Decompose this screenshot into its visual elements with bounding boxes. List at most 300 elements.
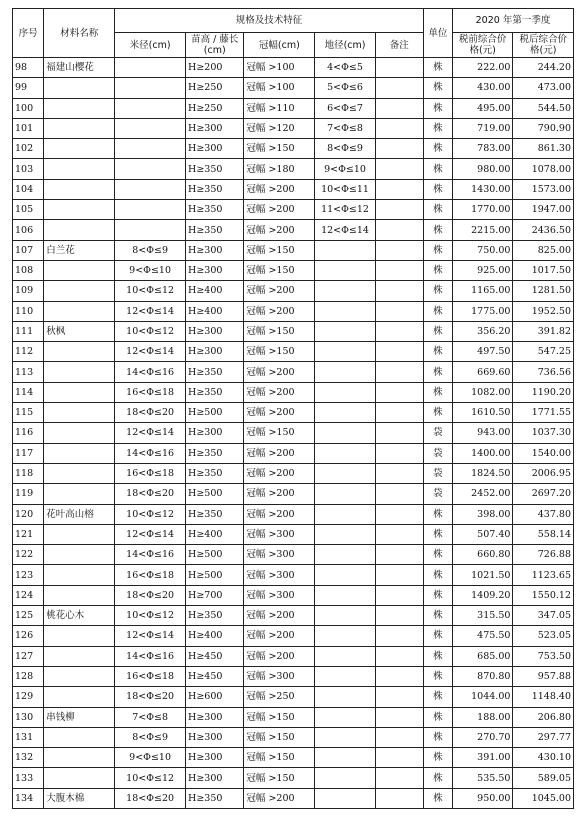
header-period: 2020 年第一季度 [452,9,573,33]
header-unit: 单位 [423,9,452,58]
cell-material-name [44,98,115,118]
table-row [13,220,574,240]
cell-diameter [115,220,186,240]
cell-no: 104 [13,179,44,199]
cell-diameter: 10<Φ≤12 [115,321,186,341]
cell-aftertax-price: 2436.50 [513,220,574,240]
cell-no: 110 [13,301,44,321]
cell-aftertax-price: 790.90 [513,118,574,138]
table-row [13,403,574,423]
cell-aftertax-price: 558.14 [513,524,574,544]
cell-pretax-price: 430.00 [452,78,512,98]
cell-ground-diameter [315,585,375,605]
cell-unit: 株 [423,585,452,605]
cell-ground-diameter [315,321,375,341]
cell-unit: 株 [423,748,452,768]
cell-diameter: 12<Φ≤14 [115,524,186,544]
cell-no: 116 [13,423,44,443]
cell-pretax-price: 950.00 [452,788,512,808]
cell-pretax-price: 535.50 [452,768,512,788]
cell-aftertax-price: 206.80 [513,707,574,727]
cell-ground-diameter [315,768,375,788]
cell-height: H≥300 [186,768,244,788]
cell-crown: 冠幅 >150 [244,321,315,341]
cell-pretax-price: 750.00 [452,240,512,260]
cell-unit: 株 [423,707,452,727]
cell-diameter: 18<Φ≤20 [115,403,186,423]
table-row [13,139,574,159]
cell-unit: 株 [423,565,452,585]
table-row [13,260,574,280]
header-note: 备注 [375,33,423,58]
cell-crown: 冠幅 >300 [244,565,315,585]
table-row [13,484,574,504]
cell-note [375,768,423,788]
cell-crown: 冠幅 >200 [244,220,315,240]
cell-note [375,403,423,423]
cell-no: 102 [13,139,44,159]
cell-crown: 冠幅 >180 [244,159,315,179]
cell-aftertax-price: 523.05 [513,626,574,646]
cell-ground-diameter [315,260,375,280]
cell-height: H≥450 [186,666,244,686]
cell-diameter: 9<Φ≤10 [115,748,186,768]
cell-ground-diameter [315,423,375,443]
cell-note [375,220,423,240]
cell-unit: 株 [423,687,452,707]
cell-unit: 株 [423,118,452,138]
cell-aftertax-price: 1771.55 [513,403,574,423]
cell-material-name [44,423,115,443]
cell-ground-diameter: 4<Φ≤5 [315,58,375,78]
cell-diameter [115,159,186,179]
cell-note [375,159,423,179]
cell-aftertax-price: 957.88 [513,666,574,686]
cell-pretax-price: 2215.00 [452,220,512,240]
cell-diameter: 8<Φ≤9 [115,240,186,260]
cell-aftertax-price: 753.50 [513,646,574,666]
cell-height: H≥350 [186,200,244,220]
table-row [13,666,574,686]
cell-height: H≥250 [186,98,244,118]
cell-no: 131 [13,727,44,747]
table-row [13,463,574,483]
cell-aftertax-price: 1281.50 [513,281,574,301]
cell-pretax-price: 270.70 [452,727,512,747]
cell-pretax-price: 495.00 [452,98,512,118]
cell-height: H≥250 [186,78,244,98]
cell-material-name [44,403,115,423]
cell-note [375,321,423,341]
cell-diameter: 12<Φ≤14 [115,301,186,321]
cell-crown: 冠幅 >300 [244,545,315,565]
cell-material-name [44,118,115,138]
cell-pretax-price: 507.40 [452,524,512,544]
cell-aftertax-price: 1148.40 [513,687,574,707]
cell-ground-diameter [315,301,375,321]
cell-height: H≥700 [186,585,244,605]
cell-material-name [44,220,115,240]
cell-crown: 冠幅 >200 [244,382,315,402]
cell-height: H≥300 [186,240,244,260]
cell-crown: 冠幅 >200 [244,646,315,666]
cell-note [375,524,423,544]
cell-no: 120 [13,504,44,524]
cell-unit: 株 [423,545,452,565]
header-crown: 冠幅(cm) [244,33,315,58]
cell-diameter: 9<Φ≤10 [115,260,186,280]
cell-unit: 株 [423,524,452,544]
cell-height: H≥350 [186,606,244,626]
table-header [13,9,574,58]
cell-diameter [115,98,186,118]
cell-pretax-price: 1770.00 [452,200,512,220]
cell-no: 118 [13,463,44,483]
cell-unit: 株 [423,240,452,260]
cell-crown: 冠幅 >250 [244,687,315,707]
cell-ground-diameter [315,727,375,747]
cell-aftertax-price: 726.88 [513,545,574,565]
cell-pretax-price: 719.00 [452,118,512,138]
cell-ground-diameter [315,748,375,768]
cell-aftertax-price: 391.82 [513,321,574,341]
cell-height: H≥400 [186,626,244,646]
cell-pretax-price: 1824.50 [452,463,512,483]
cell-diameter: 18<Φ≤20 [115,788,186,808]
cell-pretax-price: 783.00 [452,139,512,159]
header-ground-diameter: 地径(cm) [315,33,375,58]
cell-unit: 株 [423,646,452,666]
cell-pretax-price: 356.20 [452,321,512,341]
cell-pretax-price: 660.80 [452,545,512,565]
cell-material-name [44,687,115,707]
cell-aftertax-price: 437.80 [513,504,574,524]
cell-unit: 株 [423,78,452,98]
cell-crown: 冠幅 >200 [244,403,315,423]
cell-no: 114 [13,382,44,402]
cell-note [375,626,423,646]
header-diameter: 米径(cm) [115,33,186,58]
cell-ground-diameter [315,788,375,808]
cell-no: 107 [13,240,44,260]
table-row [13,707,574,727]
cell-aftertax-price: 544.50 [513,98,574,118]
cell-note [375,727,423,747]
cell-unit: 株 [423,98,452,118]
table-row [13,159,574,179]
cell-unit: 株 [423,403,452,423]
cell-ground-diameter [315,342,375,362]
cell-ground-diameter [315,626,375,646]
table-row [13,423,574,443]
cell-unit: 株 [423,281,452,301]
cell-crown: 冠幅 >200 [244,301,315,321]
cell-ground-diameter: 9<Φ≤10 [315,159,375,179]
cell-material-name [44,362,115,382]
cell-crown: 冠幅 >150 [244,260,315,280]
cell-height: H≥300 [186,139,244,159]
cell-no: 113 [13,362,44,382]
header-no: 序号 [13,9,44,58]
cell-note [375,504,423,524]
cell-note [375,260,423,280]
table-row [13,78,574,98]
cell-diameter [115,78,186,98]
cell-aftertax-price: 1573.00 [513,179,574,199]
cell-note [375,200,423,220]
cell-note [375,687,423,707]
cell-unit: 株 [423,362,452,382]
cell-ground-diameter [315,606,375,626]
cell-note [375,585,423,605]
cell-crown: 冠幅 >300 [244,585,315,605]
table-row [13,382,574,402]
cell-note [375,463,423,483]
cell-aftertax-price: 861.30 [513,139,574,159]
cell-unit: 袋 [423,484,452,504]
cell-crown: 冠幅 >200 [244,362,315,382]
cell-pretax-price: 980.00 [452,159,512,179]
cell-note [375,707,423,727]
table-row [13,524,574,544]
cell-material-name [44,463,115,483]
cell-crown: 冠幅 >300 [244,666,315,686]
cell-crown: 冠幅 >200 [244,484,315,504]
cell-no: 133 [13,768,44,788]
cell-note [375,98,423,118]
cell-note [375,545,423,565]
cell-unit: 株 [423,382,452,402]
cell-pretax-price: 1044.00 [452,687,512,707]
cell-no: 132 [13,748,44,768]
cell-ground-diameter: 5<Φ≤6 [315,78,375,98]
cell-height: H≥350 [186,220,244,240]
cell-crown: 冠幅 >150 [244,768,315,788]
cell-material-name [44,484,115,504]
cell-ground-diameter: 12<Φ≤14 [315,220,375,240]
cell-unit: 袋 [423,423,452,443]
cell-aftertax-price: 547.25 [513,342,574,362]
cell-crown: 冠幅 >120 [244,118,315,138]
cell-crown: 冠幅 >200 [244,281,315,301]
cell-unit: 株 [423,58,452,78]
cell-note [375,423,423,443]
cell-aftertax-price: 347.05 [513,606,574,626]
cell-material-name [44,382,115,402]
cell-diameter: 10<Φ≤12 [115,281,186,301]
cell-material-name [44,179,115,199]
cell-height: H≥300 [186,260,244,280]
cell-note [375,565,423,585]
table-row [13,321,574,341]
cell-ground-diameter [315,443,375,463]
cell-material-name [44,159,115,179]
cell-ground-diameter [315,484,375,504]
cell-unit: 株 [423,159,452,179]
cell-no: 98 [13,58,44,78]
cell-height: H≥350 [186,504,244,524]
cell-aftertax-price: 736.56 [513,362,574,382]
cell-unit: 株 [423,626,452,646]
cell-no: 128 [13,666,44,686]
cell-aftertax-price: 1947.00 [513,200,574,220]
cell-aftertax-price: 1037.30 [513,423,574,443]
header-row-1 [13,9,574,33]
cell-ground-diameter [315,382,375,402]
table-row [13,646,574,666]
cell-pretax-price: 925.00 [452,260,512,280]
cell-diameter: 18<Φ≤20 [115,687,186,707]
table-row [13,626,574,646]
cell-ground-diameter [315,240,375,260]
cell-aftertax-price: 430.10 [513,748,574,768]
cell-crown: 冠幅 >150 [244,423,315,443]
cell-no: 106 [13,220,44,240]
cell-pretax-price: 391.00 [452,748,512,768]
cell-pretax-price: 1409.20 [452,585,512,605]
cell-material-name [44,585,115,605]
cell-crown: 冠幅 >100 [244,78,315,98]
cell-pretax-price: 475.50 [452,626,512,646]
header-aftertax-price: 税后综合价格(元) [513,33,574,58]
cell-crown: 冠幅 >200 [244,788,315,808]
cell-no: 124 [13,585,44,605]
table-row [13,545,574,565]
cell-diameter: 7<Φ≤8 [115,707,186,727]
cell-height: H≥300 [186,342,244,362]
cell-height: H≥350 [186,159,244,179]
cell-crown: 冠幅 >200 [244,443,315,463]
cell-unit: 株 [423,788,452,808]
cell-note [375,342,423,362]
cell-height: H≥450 [186,646,244,666]
cell-diameter: 16<Φ≤18 [115,565,186,585]
cell-ground-diameter: 8<Φ≤9 [315,139,375,159]
cell-diameter: 14<Φ≤16 [115,545,186,565]
cell-aftertax-price: 1017.50 [513,260,574,280]
table-row [13,606,574,626]
cell-pretax-price: 1400.00 [452,443,512,463]
cell-no: 134 [13,788,44,808]
cell-aftertax-price: 1540.00 [513,443,574,463]
cell-ground-diameter [315,281,375,301]
cell-unit: 株 [423,504,452,524]
cell-no: 112 [13,342,44,362]
cell-diameter: 14<Φ≤16 [115,443,186,463]
cell-material-name [44,545,115,565]
cell-height: H≥300 [186,423,244,443]
cell-aftertax-price: 1952.50 [513,301,574,321]
cell-diameter: 12<Φ≤14 [115,342,186,362]
cell-ground-diameter [315,504,375,524]
table-row [13,301,574,321]
cell-height: H≥400 [186,301,244,321]
cell-diameter: 14<Φ≤16 [115,362,186,382]
cell-note [375,118,423,138]
cell-crown: 冠幅 >110 [244,98,315,118]
cell-height: H≥500 [186,403,244,423]
cell-material-name [44,260,115,280]
header-spec: 规格及技术特征 [115,9,424,33]
cell-ground-diameter [315,707,375,727]
cell-no: 125 [13,606,44,626]
cell-crown: 冠幅 >150 [244,748,315,768]
header-material-name: 材料名称 [44,9,115,58]
cell-crown: 冠幅 >100 [244,58,315,78]
table-row [13,565,574,585]
table-row [13,748,574,768]
cell-unit: 袋 [423,443,452,463]
cell-note [375,281,423,301]
cell-crown: 冠幅 >150 [244,240,315,260]
cell-aftertax-price: 1045.00 [513,788,574,808]
cell-pretax-price: 1610.50 [452,403,512,423]
table-row [13,240,574,260]
cell-pretax-price: 222.00 [452,58,512,78]
cell-diameter: 16<Φ≤18 [115,463,186,483]
cell-no: 126 [13,626,44,646]
cell-diameter: 12<Φ≤14 [115,626,186,646]
cell-ground-diameter [315,687,375,707]
cell-material-name: 秋枫 [44,321,115,341]
cell-no: 101 [13,118,44,138]
cell-pretax-price: 1082.00 [452,382,512,402]
table-row [13,788,574,808]
cell-pretax-price: 2452.00 [452,484,512,504]
cell-ground-diameter [315,565,375,585]
cell-aftertax-price: 297.77 [513,727,574,747]
cell-pretax-price: 870.80 [452,666,512,686]
cell-diameter: 16<Φ≤18 [115,666,186,686]
table-row [13,118,574,138]
cell-height: H≥300 [186,321,244,341]
cell-crown: 冠幅 >150 [244,727,315,747]
cell-material-name: 花叶高山榕 [44,504,115,524]
cell-height: H≥350 [186,788,244,808]
cell-material-name [44,281,115,301]
cell-pretax-price: 398.00 [452,504,512,524]
cell-height: H≥300 [186,707,244,727]
cell-aftertax-price: 1190.20 [513,382,574,402]
cell-diameter: 16<Φ≤18 [115,382,186,402]
table-row [13,179,574,199]
cell-crown: 冠幅 >200 [244,179,315,199]
cell-diameter: 12<Φ≤14 [115,423,186,443]
cell-no: 129 [13,687,44,707]
cell-material-name [44,78,115,98]
cell-ground-diameter [315,463,375,483]
cell-material-name [44,748,115,768]
cell-diameter [115,58,186,78]
cell-aftertax-price: 2697.20 [513,484,574,504]
cell-ground-diameter [315,646,375,666]
cell-aftertax-price: 1550.12 [513,585,574,605]
cell-no: 127 [13,646,44,666]
cell-unit: 株 [423,768,452,788]
cell-crown: 冠幅 >300 [244,524,315,544]
cell-unit: 株 [423,260,452,280]
cell-ground-diameter: 11<Φ≤12 [315,200,375,220]
cell-pretax-price: 1775.00 [452,301,512,321]
cell-diameter: 8<Φ≤9 [115,727,186,747]
cell-unit: 株 [423,301,452,321]
cell-height: H≥350 [186,382,244,402]
cell-material-name: 白兰花 [44,240,115,260]
cell-no: 109 [13,281,44,301]
cell-height: H≥200 [186,58,244,78]
cell-ground-diameter [315,403,375,423]
cell-aftertax-price: 244.20 [513,58,574,78]
